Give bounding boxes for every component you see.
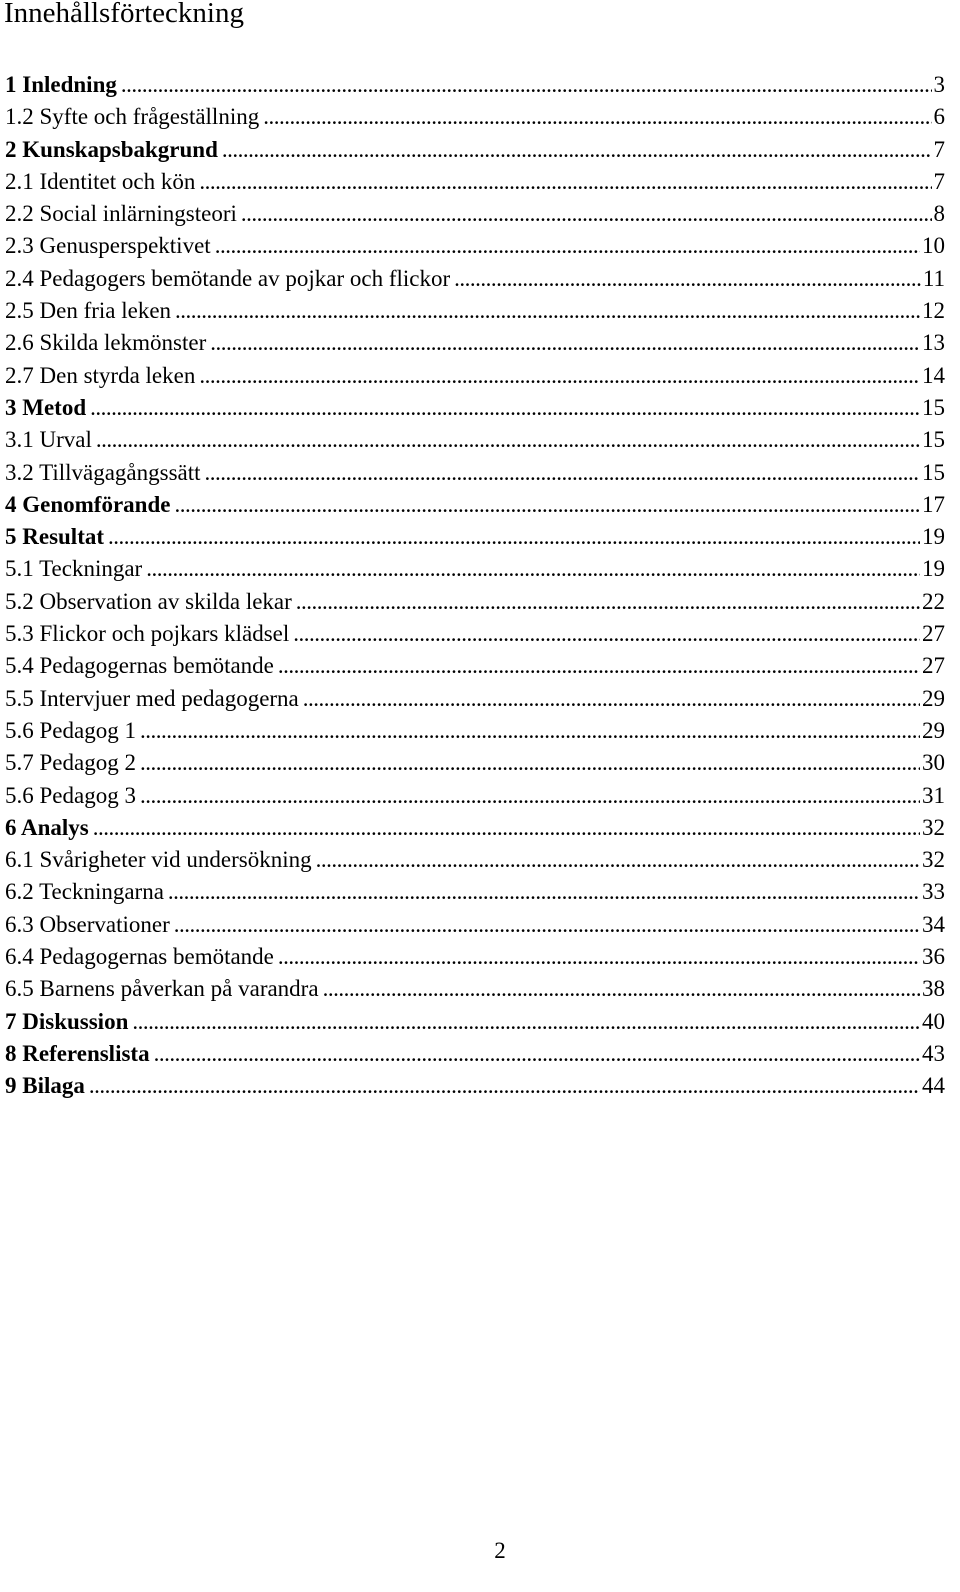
toc-entry-page: 3 — [933, 72, 945, 97]
toc-entry-page: 6 — [933, 104, 945, 130]
toc-entry[interactable] — [5, 844, 945, 876]
toc-entry[interactable] — [5, 166, 945, 198]
toc-entry[interactable] — [5, 295, 945, 327]
toc-dot-leader — [323, 973, 920, 1005]
toc-entry-label: 1 Inledning — [5, 72, 117, 97]
toc-entry-page: 15 — [922, 394, 945, 420]
toc-entry-label: 6.3 Observationer — [5, 911, 170, 937]
toc-entry[interactable] — [5, 586, 945, 618]
toc-dot-leader — [278, 941, 920, 973]
toc-dot-leader — [108, 521, 920, 553]
toc-entry-page: 29 — [922, 685, 945, 711]
toc-entry[interactable] — [5, 1006, 945, 1038]
toc-entry-label: 9 Bilaga — [5, 1073, 85, 1099]
toc-entry[interactable] — [5, 715, 945, 747]
toc-entry[interactable] — [5, 134, 945, 166]
toc-entry-label: 5.1 Teckningar — [5, 556, 143, 582]
toc-dot-leader — [140, 747, 920, 779]
toc-entry-page: 7 — [933, 168, 945, 194]
toc-entry-label: 8 Referenslista — [5, 1040, 150, 1066]
toc-entry-label: 5.2 Observation av skilda lekar — [5, 588, 292, 614]
toc-entry-label: 2.4 Pedagogers bemötande av pojkar och flickor — [5, 265, 451, 291]
toc-entry[interactable] — [5, 553, 945, 585]
toc-dot-leader — [89, 1070, 920, 1102]
toc-dot-leader — [303, 683, 920, 715]
toc-entry-label: 5.4 Pedagogernas bemötande — [5, 653, 274, 679]
toc-entry-label: 4 Genomförande — [5, 491, 171, 517]
toc-entry-page: 14 — [922, 362, 945, 388]
toc-entry-label: 2.6 Skilda lekmönster — [5, 330, 207, 356]
toc-entry-page: 30 — [922, 750, 945, 776]
toc-dot-leader — [278, 650, 920, 682]
toc-entry-label: 6 Analys — [5, 814, 89, 840]
toc-entry-page: 19 — [922, 524, 945, 550]
toc-dot-leader — [175, 295, 920, 327]
toc-entry-page: 32 — [922, 814, 945, 840]
toc-dot-leader — [293, 618, 920, 650]
toc-entry[interactable] — [5, 392, 945, 424]
toc-entry[interactable] — [5, 230, 945, 262]
toc-entry-page: 38 — [922, 976, 945, 1002]
toc-entry[interactable] — [5, 489, 945, 521]
toc-entry-page: 29 — [922, 717, 945, 743]
toc-entry-label: 5.3 Flickor och pojkars klädsel — [5, 621, 290, 647]
toc-entry[interactable] — [5, 327, 945, 359]
toc-dot-leader — [215, 230, 920, 262]
toc-entry-label: 2.1 Identitet och kön — [5, 168, 196, 194]
toc-entry-page: 13 — [922, 330, 945, 356]
toc-entry[interactable] — [5, 650, 945, 682]
table-of-contents — [5, 69, 945, 1103]
toc-dot-leader — [296, 586, 920, 618]
toc-entry-page: 44 — [922, 1073, 945, 1099]
toc-entry-label: 3.2 Tillvägagångssätt — [5, 459, 201, 485]
toc-entry-page: 34 — [922, 911, 945, 937]
page-number: 2 — [494, 1538, 506, 1563]
toc-entry-page: 19 — [922, 556, 945, 582]
toc-dot-leader — [174, 489, 920, 521]
toc-dot-leader — [96, 424, 920, 456]
toc-entry[interactable] — [5, 101, 945, 133]
toc-entry[interactable] — [5, 198, 945, 230]
toc-dot-leader — [210, 327, 920, 359]
toc-dot-leader — [90, 392, 920, 424]
toc-dot-leader — [146, 553, 920, 585]
toc-entry[interactable] — [5, 360, 945, 392]
toc-dot-leader — [174, 909, 920, 941]
toc-entry-label: 7 Diskussion — [5, 1008, 129, 1034]
toc-entry-page: 33 — [922, 879, 945, 905]
toc-entry[interactable] — [5, 457, 945, 489]
toc-entry-label: 3 Metod — [5, 394, 87, 420]
toc-dot-leader — [140, 780, 920, 812]
toc-entry-page: 31 — [922, 782, 945, 808]
toc-entry-page: 36 — [922, 944, 945, 970]
toc-entry-label: 5.6 Pedagog 1 — [5, 717, 136, 743]
toc-entry[interactable] — [5, 747, 945, 779]
toc-entry-page: 22 — [922, 588, 945, 614]
toc-dot-leader — [168, 876, 920, 908]
toc-entry[interactable] — [5, 1038, 945, 1070]
toc-entry-label: 1.2 Syfte och frågeställning — [5, 104, 260, 130]
toc-entry[interactable] — [5, 812, 945, 844]
toc-entry-label: 5 Resultat — [5, 524, 105, 550]
toc-entry-page: 43 — [922, 1040, 945, 1066]
toc-dot-leader — [154, 1038, 920, 1070]
toc-entry-page: 40 — [922, 1008, 945, 1034]
toc-entry[interactable] — [5, 780, 945, 812]
toc-entry-label: 5.7 Pedagog 2 — [5, 750, 136, 776]
toc-entry-label: 2 Kunskapsbakgrund — [5, 136, 218, 162]
toc-entry[interactable] — [5, 683, 945, 715]
toc-dot-leader — [454, 263, 921, 295]
toc-entry[interactable] — [5, 876, 945, 908]
toc-entry-label: 2.2 Social inlärningsteori — [5, 201, 237, 227]
toc-entry-label: 2.7 Den styrda leken — [5, 362, 196, 388]
toc-dot-leader — [199, 166, 931, 198]
toc-entry-label: 6.5 Barnens påverkan på varandra — [5, 976, 319, 1002]
toc-entry[interactable] — [5, 69, 945, 101]
toc-entry-label: 2.3 Genusperspektivet — [5, 233, 211, 259]
toc-entry-label: 3.1 Urval — [5, 427, 92, 453]
toc-entry[interactable] — [5, 424, 945, 456]
toc-entry-label: 2.5 Den fria leken — [5, 298, 172, 324]
toc-dot-leader — [140, 715, 920, 747]
toc-entry-page: 27 — [922, 653, 945, 679]
toc-entry-label: 5.5 Intervjuer med pedagogerna — [5, 685, 299, 711]
toc-entry[interactable] — [5, 1070, 945, 1102]
toc-dot-leader — [93, 812, 920, 844]
toc-dot-leader — [222, 134, 932, 166]
toc-entry-label: 6.1 Svårigheter vid undersökning — [5, 847, 312, 873]
toc-entry[interactable] — [5, 941, 945, 973]
toc-entry-page: 15 — [922, 459, 945, 485]
toc-entry-label: 6.2 Teckningarna — [5, 879, 164, 905]
toc-entry[interactable] — [5, 618, 945, 650]
toc-entry-page: 8 — [933, 201, 945, 227]
toc-entry[interactable] — [5, 263, 945, 295]
toc-dot-leader — [199, 360, 920, 392]
toc-entry-page: 32 — [922, 847, 945, 873]
toc-entry-label: 5.6 Pedagog 3 — [5, 782, 136, 808]
toc-entry[interactable] — [5, 909, 945, 941]
toc-entry-page: 11 — [922, 265, 945, 291]
toc-entry[interactable] — [5, 521, 945, 553]
toc-entry-page: 27 — [922, 621, 945, 647]
toc-dot-leader — [241, 198, 932, 230]
toc-entry-label: 6.4 Pedagogernas bemötande — [5, 944, 274, 970]
toc-entry-page: 10 — [922, 233, 945, 259]
toc-entry-page: 12 — [922, 298, 945, 324]
toc-entry-page: 15 — [922, 427, 945, 453]
toc-dot-leader — [205, 457, 920, 489]
toc-dot-leader — [121, 69, 932, 101]
toc-entry[interactable] — [5, 973, 945, 1005]
page-title: Innehållsförteckning — [4, 0, 244, 29]
toc-entry-page: 7 — [933, 136, 945, 162]
toc-dot-leader — [132, 1006, 920, 1038]
toc-entry-page: 17 — [922, 491, 945, 517]
toc-dot-leader — [316, 844, 920, 876]
toc-dot-leader — [263, 101, 931, 133]
